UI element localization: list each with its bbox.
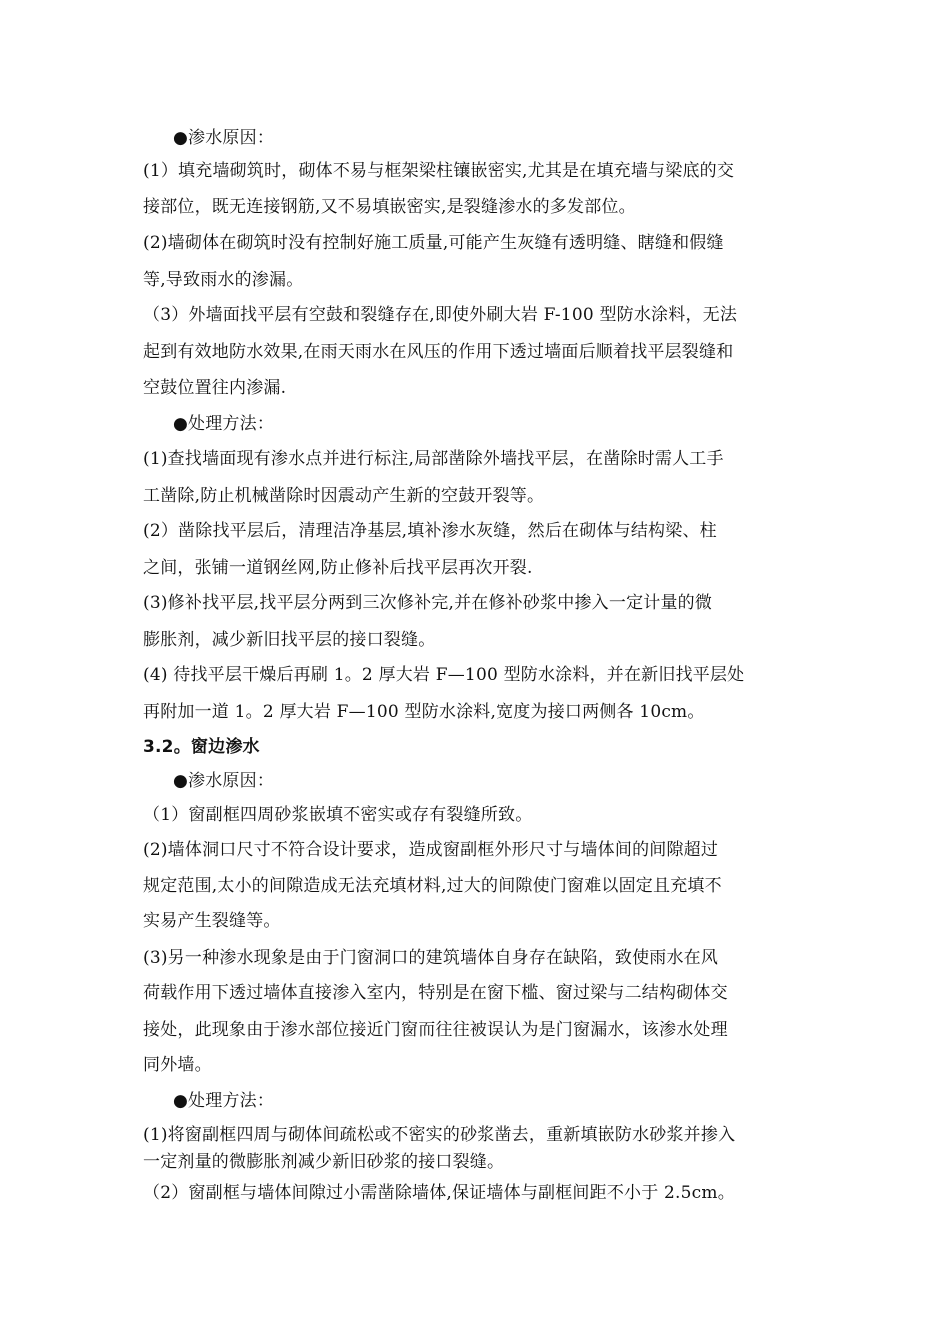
paragraph-line: 再附加一道 1。2 厚大岩 F—100 型防水涂料,宽度为接口两侧各 10cm。 <box>143 702 705 722</box>
paragraph-line: (4) 待找平层干燥后再刷 1。2 厚大岩 F—100 型防水涂料，并在新旧找平层处 <box>143 665 745 685</box>
paragraph-line: （2）窗副框与墙体间隙过小需凿除墙体,保证墙体与副框间距不小于 2.5cm。 <box>143 1183 735 1203</box>
section-label-treatment-2: ●处理方法： <box>173 1091 275 1111</box>
paragraph-line: (1）填充墙砌筑时，砌体不易与框架梁柱镶嵌密实,尤其是在填充墙与梁底的交 <box>143 161 735 181</box>
paragraph-line: 起到有效地防水效果,在雨天雨水在风压的作用下透过墙面后顺着找平层裂缝和 <box>143 342 734 362</box>
paragraph-line: 实易产生裂缝等。 <box>143 911 281 931</box>
paragraph-line: 之间，张铺一道钢丝网,防止修补后找平层再次开裂. <box>143 558 533 578</box>
paragraph-line: 荷载作用下透过墙体直接渗入室内，特别是在窗下槛、窗过梁与二结构砌体交 <box>143 983 728 1003</box>
paragraph-line: (3)修补找平层,找平层分两到三次修补完,并在修补砂浆中掺入一定计量的微 <box>143 593 713 613</box>
paragraph-line: 一定剂量的微膨胀剂减少新旧砂浆的接口裂缝。 <box>143 1152 505 1172</box>
paragraph-line: (2)墙体洞口尺寸不符合设计要求，造成窗副框外形尺寸与墙体间的间隙超过 <box>143 840 719 860</box>
paragraph-line: (2)墙砌体在砌筑时没有控制好施工质量,可能产生灰缝有透明缝、瞎缝和假缝 <box>143 233 724 253</box>
paragraph-line: 等,导致雨水的渗漏。 <box>143 270 304 290</box>
paragraph-line: (1)查找墙面现有渗水点并进行标注,局部凿除外墙找平层，在凿除时需人工手 <box>143 449 724 469</box>
paragraph-line: 工凿除,防止机械凿除时因震动产生新的空鼓开裂等。 <box>143 486 545 506</box>
paragraph-line: 接处，此现象由于渗水部位接近门窗而往往被误认为是门窗漏水，该渗水处理 <box>143 1020 728 1040</box>
paragraph-line: (1)将窗副框四周与砌体间疏松或不密实的砂浆凿去，重新填嵌防水砂浆并掺入 <box>143 1125 736 1145</box>
paragraph-line: 接部位，既无连接钢筋,又不易填嵌密实,是裂缝渗水的多发部位。 <box>143 197 636 217</box>
paragraph-line: (2）凿除找平层后，清理洁净基层,填补渗水灰缝，然后在砌体与结构梁、柱 <box>143 521 717 541</box>
section-label-seepage-cause-2: ●渗水原因： <box>173 771 275 791</box>
paragraph-line: （3）外墙面找平层有空鼓和裂缝存在,即使外刷大岩 F-100 型防水涂料，无法 <box>143 305 738 325</box>
section-label-treatment-1: ●处理方法： <box>173 414 275 434</box>
paragraph-line: 规定范围,太小的间隙造成无法充填材料,过大的间隙使门窗难以固定且充填不 <box>143 876 722 896</box>
paragraph-line: 同外墙。 <box>143 1055 212 1075</box>
paragraph-line: 空鼓位置往内渗漏. <box>143 378 287 398</box>
section-heading: 3.2。窗边渗水 <box>143 737 260 757</box>
paragraph-line: 膨胀剂，减少新旧找平层的接口裂缝。 <box>143 630 436 650</box>
paragraph-line: （1）窗副框四周砂浆嵌填不密实或存有裂缝所致。 <box>143 805 533 825</box>
section-label-seepage-cause-1: ●渗水原因： <box>173 128 275 148</box>
paragraph-line: (3)另一种渗水现象是由于门窗洞口的建筑墙体自身存在缺陷，致使雨水在风 <box>143 948 719 968</box>
